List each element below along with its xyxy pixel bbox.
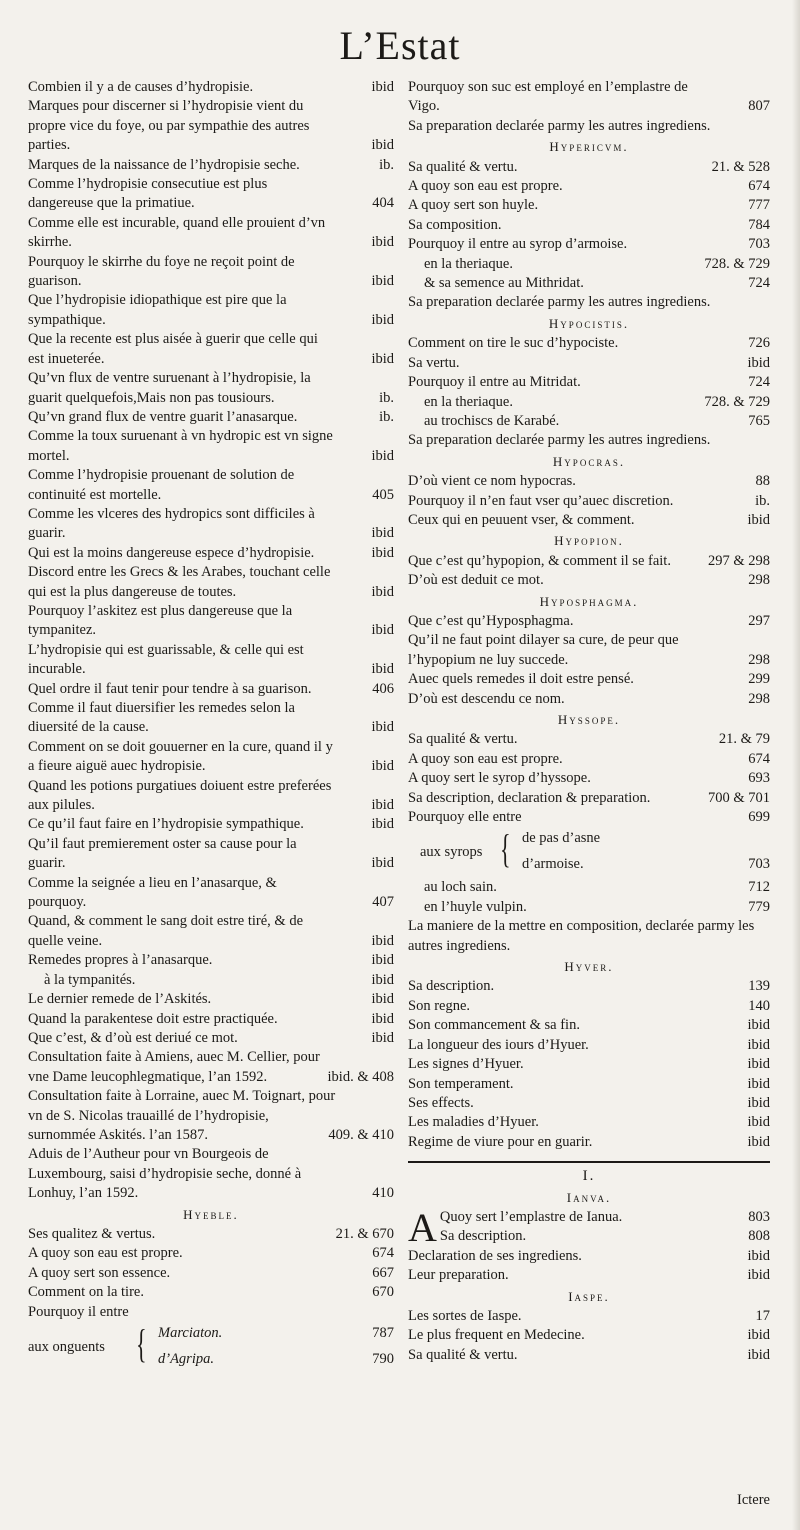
index-entry <box>28 1264 394 1283</box>
index-entry <box>28 1048 394 1087</box>
index-entry <box>408 1346 770 1365</box>
section-heading: Hyssope. <box>557 712 621 727</box>
index-page: ibid <box>371 855 394 872</box>
index-page: ibid <box>371 273 394 290</box>
index-entry <box>28 291 394 330</box>
brace-lead: aux onguents <box>28 1339 105 1355</box>
index-page: 765 <box>748 412 770 429</box>
right-intro <box>408 78 770 136</box>
index-entry-text: Marques de la naissance de l’hydropisie seche. <box>28 156 300 173</box>
index-page: ibid. & 408 <box>327 1068 394 1085</box>
index-entry-text: Quand la parakentese doit estre practiquée. <box>28 1010 278 1027</box>
index-page: ibid <box>371 971 394 988</box>
hyeble-entries <box>28 1225 394 1322</box>
index-page: ibid <box>371 1029 394 1046</box>
index-entry-text: Pourquoy l’askitez est plus dangereuse que la tympanitez. <box>28 602 293 639</box>
index-entry-text: Aduis de l’Autheur pour vn Bourgeois de Luxembourg, saisi d’hydropisie seche, donné à Lonhuy, l’an 1592. <box>28 1146 302 1202</box>
index-page: ibid <box>371 583 394 600</box>
index-entry <box>28 369 394 408</box>
left-entries <box>28 78 394 1204</box>
index-entry <box>408 492 770 511</box>
index-entry-text: A quoy son eau est propre. <box>408 178 563 195</box>
index-page: 88 <box>755 473 770 490</box>
ianva-entries <box>408 1204 770 1286</box>
index-entry <box>408 878 770 897</box>
index-entry <box>28 971 394 990</box>
index-entry <box>28 680 394 699</box>
index-entry-text: Regime de viure pour en guarir. <box>408 1133 593 1150</box>
index-entry-text: Pourquoy le skirrhe du foye ne reçoit point de guarison. <box>28 253 295 290</box>
index-entry-text: Son temperament. <box>408 1075 514 1092</box>
index-page: ibid <box>371 932 394 949</box>
index-page: 700 & 701 <box>707 789 770 806</box>
brace-item: Marciaton. <box>158 1325 223 1341</box>
iaspe-entries <box>408 1307 770 1365</box>
section-heading-ianva: Ianva. <box>566 1189 612 1205</box>
index-entry-text: Que l’hydropisie idiopathique est pire que la sympathique. <box>28 292 287 328</box>
index-entry <box>408 808 770 827</box>
index-page: 298 <box>748 690 770 707</box>
index-entry-text: D’où est descendu ce nom. <box>408 690 565 707</box>
index-entry-text: Que la recente est plus aisée à guerir que celle qui est inueterée. <box>28 331 318 367</box>
index-entry <box>408 1036 770 1055</box>
index-page: ib. <box>379 156 394 173</box>
section-divider <box>408 1161 770 1163</box>
index-page: ibid <box>747 1036 770 1053</box>
index-entry-text: Les maladies d’Hyuer. <box>408 1114 539 1131</box>
section-heading: Hypericvm. <box>549 139 629 155</box>
index-entry <box>28 738 394 777</box>
index-page: 726 <box>748 335 770 352</box>
index-entry-text: Combien il y a de causes d’hydropisie. <box>28 79 254 95</box>
index-entry-text: Consultation faite à Amiens, auec M. Cellier, pour vne Dame leucophlegmatique, l’an 1592. <box>28 1049 320 1085</box>
index-entry <box>28 466 394 505</box>
index-entry-text: Ses effects. <box>408 1094 474 1111</box>
index-entry-text: Sa description. <box>408 978 495 995</box>
index-entry <box>28 427 394 466</box>
index-page: ib. <box>379 408 394 425</box>
index-entry-text: Discord entre les Grecs & les Arabes, touchant celle qui est la plus dangereuse de toutes. <box>28 564 331 600</box>
index-entry <box>408 571 770 590</box>
index-page: ibid <box>747 1075 770 1092</box>
index-entry <box>28 156 394 175</box>
index-entry <box>408 354 770 373</box>
index-entry-text: Comment on la tire. <box>28 1284 144 1301</box>
index-entry-text: Le plus frequent en Medecine. <box>408 1327 585 1344</box>
index-entry-text: Sa vertu. <box>408 354 460 371</box>
index-entry <box>408 255 770 274</box>
index-page: ibid <box>747 1056 770 1073</box>
index-entry <box>408 216 770 235</box>
brace-glyph: { <box>500 826 511 872</box>
index-entry <box>28 1283 394 1302</box>
index-entry <box>28 1010 394 1029</box>
right-sections <box>408 137 770 1152</box>
index-page: ibid <box>747 1114 770 1131</box>
index-entry <box>408 196 770 215</box>
index-entry <box>408 750 770 769</box>
index-entry <box>408 1266 770 1285</box>
index-entry-text: La longueur des iours d’Hyuer. <box>408 1036 589 1053</box>
index-entry-text: Ce qu’il faut faire en l’hydropisie sympathique. <box>28 816 304 833</box>
index-page: 808 <box>748 1228 770 1245</box>
section-heading-hyeble: Hyeble. <box>183 1206 239 1222</box>
index-entry <box>408 1055 770 1074</box>
index-entry <box>408 1113 770 1132</box>
index-page: ibid <box>371 719 394 736</box>
index-page: ibid <box>371 758 394 775</box>
index-page: ibid <box>371 447 394 464</box>
index-entry-text: Qu’il ne faut point dilayer sa cure, de peur que l’hypopium ne luy succede. <box>408 632 679 668</box>
index-page: 298 <box>748 572 770 589</box>
index-page: 693 <box>748 770 770 787</box>
index-entry-text: Qui est la moins dangereuse espece d’hydropisie. <box>28 544 315 561</box>
index-page: 790 <box>372 1351 394 1367</box>
index-entry <box>28 990 394 1009</box>
index-page: 21. & 528 <box>711 158 770 175</box>
index-entry-text: & sa semence au Mithridat. <box>424 275 584 292</box>
index-entry-text: A quoy son eau est propre. <box>28 1245 183 1262</box>
index-entry-text: en la theriaque. <box>424 393 513 410</box>
index-entry <box>408 552 770 571</box>
right-column <box>408 78 770 1365</box>
index-page: 140 <box>748 997 770 1014</box>
index-entry-text: Remedes propres à l’anasarque. <box>28 952 213 969</box>
index-page: 410 <box>372 1185 394 1202</box>
brace-lead: aux syrops <box>420 844 483 861</box>
index-entry-text: Sa composition. <box>408 216 502 233</box>
index-entry-text: Sa qualité & vertu. <box>408 1346 518 1363</box>
index-entry-text: Son commancement & sa fin. <box>408 1017 580 1034</box>
index-entry <box>408 511 770 530</box>
index-entry-text: Pourquoy son suc est employé en l’emplastre de Vigo. <box>408 79 688 115</box>
index-page: 406 <box>372 680 394 697</box>
index-entry-text: Qu’vn flux de ventre suruenant à l’hydropisie, la guarit quelquefois,Mais non pas tousiours. <box>28 370 311 406</box>
brace-item: d’Agripa. <box>158 1351 214 1367</box>
section-heading-iaspe: Iaspe. <box>568 1288 610 1304</box>
index-entry <box>408 690 770 709</box>
index-page: 407 <box>372 894 394 911</box>
index-entry <box>408 789 770 808</box>
index-entry-text: Qu’il faut premierement oster sa cause pour la guarir. <box>28 835 297 872</box>
index-page: ibid <box>371 79 394 95</box>
index-entry <box>408 670 770 689</box>
index-entry <box>28 835 394 874</box>
index-entry <box>408 158 770 177</box>
index-page: 299 <box>748 671 770 688</box>
index-entry <box>28 330 394 369</box>
index-entry-text: Les signes d’Hyuer. <box>408 1056 524 1073</box>
index-page: ibid <box>371 544 394 561</box>
index-entry <box>28 1225 394 1244</box>
index-entry-text: Que c’est, & d’où est deriué ce mot. <box>28 1029 238 1046</box>
index-entry <box>408 631 770 670</box>
section-heading: Hypopion. <box>554 533 624 549</box>
index-page: 297 <box>748 612 770 629</box>
index-page: 728. & 729 <box>704 393 770 410</box>
index-entry-text: A quoy son eau est propre. <box>408 750 563 767</box>
index-entry <box>28 97 394 155</box>
index-page: 712 <box>748 879 770 896</box>
onguents-brace-group <box>28 1321 394 1370</box>
index-entry <box>28 815 394 834</box>
index-entry <box>408 431 770 450</box>
index-entry-text: Pourquoy il n’en faut vser qu’auec discretion. <box>408 492 674 509</box>
index-entry-text: Ceux qui en peuuent vser, & comment. <box>408 511 635 528</box>
index-entry-text: Pourquoy elle entre <box>408 809 522 826</box>
index-entry-text: Sa description. <box>439 1228 527 1245</box>
index-entry-text: Comme l’hydropisie consecutiue est plus dangereuse que la primatiue. <box>28 176 268 212</box>
index-entry-text: La maniere de la mettre en composition, declarée parmy les autres ingrediens. <box>408 918 755 954</box>
index-entry-text: D’où vient ce nom hypocras. <box>408 473 576 490</box>
index-entry <box>28 1303 394 1322</box>
index-entry-text: Pourquoy il entre <box>28 1303 129 1320</box>
catchword: Ictere <box>737 1492 770 1508</box>
index-entry-text: Quoy sert l’emplastre de Ianua. <box>439 1208 623 1225</box>
index-entry-text: Auec quels remedes il doit estre pensé. <box>408 671 634 688</box>
index-entry-text: en l’huyle vulpin. <box>424 898 527 915</box>
index-entry <box>408 1307 770 1326</box>
index-page: 784 <box>748 216 770 233</box>
ianva-block <box>408 1204 770 1286</box>
index-entry <box>408 293 770 312</box>
index-entry-text: Sa qualité & vertu. <box>408 158 518 175</box>
section-heading: Hypocistis. <box>548 315 630 331</box>
index-entry-text: Pourquoy il entre au syrop d’armoise. <box>408 236 628 253</box>
index-entry-text: Ses qualitez & vertus. <box>28 1225 156 1242</box>
index-entry <box>408 997 770 1016</box>
index-entry <box>28 408 394 427</box>
letter-heading: I. <box>582 1168 596 1185</box>
index-page: 703 <box>748 236 770 253</box>
index-page: ibid <box>371 991 394 1008</box>
index-page: 298 <box>748 651 770 668</box>
index-entry <box>408 1208 770 1227</box>
index-entry <box>28 544 394 563</box>
index-entry <box>408 472 770 491</box>
index-entry-text: Comme elle est incurable, quand elle prouient d’vn skirrhe. <box>28 214 326 251</box>
index-page: ibid <box>371 816 394 833</box>
index-page: ib. <box>755 492 770 509</box>
index-page: ibid <box>371 234 394 251</box>
index-entry-text: Que c’est qu’Hyposphagma. <box>408 612 574 629</box>
index-entry-text: à la tympanités. <box>44 971 136 988</box>
index-entry <box>28 912 394 951</box>
index-page: 297 & 298 <box>707 552 770 569</box>
index-page: 787 <box>372 1325 394 1341</box>
index-entry <box>408 1094 770 1113</box>
index-entry-text: Sa preparation declarée parmy les autres ingrediens. <box>408 432 711 449</box>
index-entry-text: Sa preparation declarée parmy les autres ingrediens. <box>408 117 711 134</box>
index-page: 674 <box>748 750 770 767</box>
index-entry-text: Comme les vlceres des hydropics sont difficiles à guarir. <box>28 505 315 542</box>
index-page: ibid <box>371 137 394 154</box>
index-entry-text: Quand, & comment le sang doit estre tiré, & de quelle veine. <box>28 913 304 949</box>
index-entry-text: Sa qualité & vertu. <box>408 731 518 748</box>
index-entry <box>28 505 394 544</box>
index-entry-text: Qu’vn grand flux de ventre guarit l’anasarque. <box>28 408 298 425</box>
index-page: 703 <box>748 856 770 873</box>
index-page: 674 <box>372 1245 394 1262</box>
index-entry <box>28 1244 394 1263</box>
section-heading: Hypocras. <box>552 453 626 469</box>
index-entry <box>408 78 770 117</box>
section-heading: Hyver. <box>564 959 614 975</box>
index-entry-text: Consultation faite à Lorraine, auec M. Toignart, pour vn de S. Nicolas trauaillé de l’hydropisie, surnommée Askités. l’an 1587. <box>28 1088 336 1143</box>
page-edge-shadow <box>792 0 800 1530</box>
index-page: 699 <box>748 809 770 826</box>
index-entry-text: Declaration de ses ingrediens. <box>408 1247 582 1264</box>
index-entry-text: Comment on se doit gouuerner en la cure, quand il y a fieure aiguë auec hydropisie. <box>28 738 333 775</box>
index-entry-text: Comme il faut diuersifier les remedes selon la diuersité de la cause. <box>28 700 295 736</box>
index-page: ibid <box>371 350 394 367</box>
index-entry <box>28 563 394 602</box>
section-heading: Hyposphagma. <box>539 593 639 609</box>
index-entry <box>28 951 394 970</box>
index-page: ibid <box>371 661 394 678</box>
index-entry <box>28 641 394 680</box>
index-page: 21. & 79 <box>718 731 770 748</box>
left-column <box>28 78 394 1373</box>
index-entry-text: Marques pour discerner si l’hydropisie vient du propre vice du foye, ou par sympathie des autres parties. <box>28 98 310 154</box>
index-entry-text: A quoy sert son huyle. <box>408 197 539 214</box>
index-entry-text: en la theriaque. <box>424 255 513 272</box>
index-page: ibid <box>747 354 770 371</box>
index-entry-text: au trochiscs de Karabé. <box>424 412 560 429</box>
index-entry-text: Que c’est qu’hypopion, & comment il se fait. <box>408 552 671 569</box>
page-title: L’Estat <box>339 23 461 68</box>
index-entry <box>28 253 394 292</box>
index-entry-text: Sa preparation declarée parmy les autres ingrediens. <box>408 294 711 311</box>
index-entry-text: Leur preparation. <box>408 1267 509 1284</box>
index-page: 724 <box>748 374 770 391</box>
index-entry <box>408 1016 770 1035</box>
index-entry-text: Quand les potions purgatiues doiuent estre preferées aux pilules. <box>28 777 332 814</box>
index-page: 803 <box>748 1208 770 1225</box>
index-entry <box>28 175 394 214</box>
index-page: 17 <box>755 1307 770 1324</box>
index-entry <box>408 898 770 917</box>
index-entry <box>28 777 394 816</box>
index-page: 21. & 670 <box>335 1225 394 1242</box>
index-page: 670 <box>372 1284 394 1301</box>
index-entry <box>408 1133 770 1152</box>
index-page: ibid <box>747 511 770 528</box>
index-entry <box>28 78 394 97</box>
brace-item: de pas d’asne <box>522 830 601 847</box>
index-entry <box>408 393 770 412</box>
index-page: 405 <box>372 486 394 503</box>
index-page: ibid <box>371 797 394 814</box>
index-entry <box>408 769 770 788</box>
index-entry-text: D’où est deduit ce mot. <box>408 572 544 589</box>
index-page: 728. & 729 <box>704 255 770 272</box>
index-entry-text: Quel ordre il faut tenir pour tendre à sa guarison. <box>28 680 312 697</box>
index-entry <box>28 602 394 641</box>
index-page: 779 <box>748 898 770 915</box>
index-page: ibid <box>747 1017 770 1034</box>
index-page: 777 <box>748 197 770 214</box>
drop-cap: A <box>408 1204 437 1250</box>
brace-glyph: { <box>136 1321 147 1366</box>
index-page: ibid <box>371 622 394 639</box>
index-page: 139 <box>748 978 770 995</box>
index-page: 409. & 410 <box>328 1126 394 1143</box>
index-page: ibid <box>747 1094 770 1111</box>
index-page: ibid <box>747 1133 770 1150</box>
syrops-brace-group <box>408 826 770 875</box>
index-entry-text: Comme l’hydropisie prouenant de solution de continuité est mortelle. <box>28 467 295 503</box>
index-entry <box>408 177 770 196</box>
index-entry <box>28 1145 394 1203</box>
index-page: 724 <box>748 275 770 292</box>
index-page: ibid <box>747 1247 770 1264</box>
index-entry-text: Comme la toux suruenant à vn hydropic est vn signe mortel. <box>28 428 333 464</box>
index-entry <box>408 612 770 631</box>
index-entry <box>408 917 770 956</box>
index-entry-text: Comment on tire le suc d’hypociste. <box>408 335 619 352</box>
index-page: ibid <box>747 1327 770 1344</box>
index-entry-text: Son regne. <box>408 997 471 1014</box>
index-entry <box>408 730 770 749</box>
index-entry <box>408 1075 770 1094</box>
index-page: ibid <box>371 952 394 969</box>
index-entry <box>408 274 770 293</box>
index-entry <box>28 1029 394 1048</box>
index-entry <box>408 334 770 353</box>
index-entry-text: A quoy sert le syrop d’hyssope. <box>408 770 591 787</box>
index-page: ib. <box>379 389 394 406</box>
index-entry <box>408 977 770 996</box>
index-entry-text: Pourquoy il entre au Mitridat. <box>408 374 581 391</box>
index-page: ibid <box>371 1010 394 1027</box>
index-entry-text: A quoy sert son essence. <box>28 1264 171 1281</box>
index-page: ibid <box>371 525 394 542</box>
index-entry-text: au loch sain. <box>424 879 497 896</box>
index-entry-text: L’hydropisie qui est guarissable, & celle qui est incurable. <box>28 641 304 678</box>
index-page: 404 <box>372 195 394 212</box>
index-entry <box>28 699 394 738</box>
index-page: ibid <box>371 311 394 328</box>
index-entry <box>28 874 394 913</box>
index-page: ibid <box>747 1267 770 1284</box>
index-entry <box>408 1227 770 1246</box>
index-entry <box>408 1326 770 1345</box>
index-page: ibid <box>747 1346 770 1363</box>
index-entry <box>28 1087 394 1145</box>
index-entry-text: Sa description, declaration & preparation. <box>408 789 651 806</box>
index-page: 807 <box>748 98 770 115</box>
index-entry-text: Le dernier remede de l’Askités. <box>28 991 212 1008</box>
index-entry-text: Les sortes de Iaspe. <box>408 1307 522 1324</box>
index-page: 674 <box>748 178 770 195</box>
index-entry-text: Comme la seignée a lieu en l’anasarque, & pourquoy. <box>28 874 277 911</box>
index-entry <box>408 412 770 431</box>
index-entry <box>408 117 770 136</box>
index-entry <box>408 373 770 392</box>
index-entry <box>408 1247 770 1266</box>
index-entry <box>28 214 394 253</box>
brace-item: d’armoise. <box>522 856 584 873</box>
index-page: 667 <box>372 1264 394 1281</box>
index-entry <box>408 235 770 254</box>
